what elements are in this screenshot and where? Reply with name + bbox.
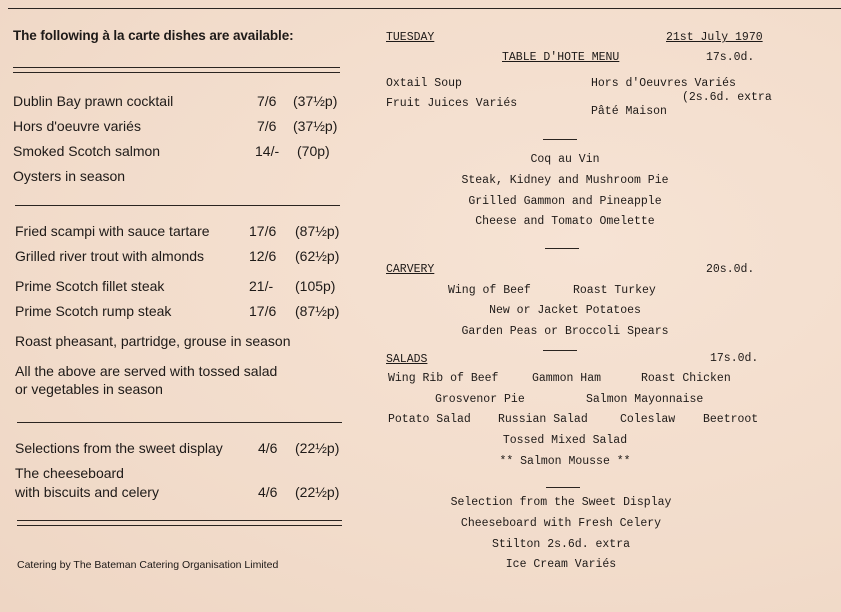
cheese-line2: with biscuits and celery [15, 484, 159, 500]
main-course: Cheese and Tomato Omelette [475, 215, 655, 228]
divider [15, 205, 340, 206]
dish-price-decimal: (87½p) [295, 223, 340, 239]
menu-price: 17s.0d. [706, 51, 755, 64]
carvery-meat: Roast Turkey [573, 284, 656, 297]
dish-price-decimal: (70p) [297, 143, 330, 159]
main-course: Steak, Kidney and Mushroom Pie [461, 174, 669, 187]
divider-double [13, 67, 340, 73]
dessert-item: Cheeseboard with Fresh Celery [460, 517, 662, 530]
dish-name: Prime Scotch fillet steak [15, 278, 165, 294]
dish-price: 17/6 [249, 223, 277, 239]
starter-extra: (2s.6d. extra [682, 91, 772, 104]
dish-price-decimal: (105p) [295, 278, 336, 294]
carvery-meat: Wing of Beef [448, 284, 531, 297]
salad-item: Beetroot [703, 413, 759, 426]
salads-price: 17s.0d. [710, 352, 759, 365]
dish-name: Grilled river trout with almonds [15, 248, 205, 264]
divider [543, 139, 577, 140]
dish-price: 4/6 [258, 484, 278, 500]
cheese-line1: The cheeseboard [15, 465, 124, 481]
day-label: TUESDAY [386, 31, 435, 44]
dish-price-decimal: (62½p) [295, 248, 340, 264]
dish-name: Hors d'oeuvre variés [13, 118, 141, 134]
a-la-carte-column [0, 0, 360, 612]
dish-price-decimal: (37½p) [293, 93, 338, 109]
starter: Oxtail Soup [386, 77, 462, 90]
salad-item: Salmon Mayonnaise [586, 393, 704, 406]
divider-double [17, 520, 342, 526]
dish-name: Dublin Bay prawn cocktail [13, 93, 174, 109]
main-course: Grilled Gammon and Pineapple [468, 195, 662, 208]
divider [545, 248, 579, 249]
dish-price-decimal: (22½p) [295, 440, 340, 456]
game-note: Roast pheasant, partridge, grouse in season [15, 333, 291, 349]
carvery-title: CARVERY [386, 263, 435, 276]
dish-price-decimal: (87½p) [295, 303, 340, 319]
salad-item: ** Salmon Mousse ** [499, 455, 631, 468]
salad-item: Coleslaw [620, 413, 676, 426]
divider [546, 487, 580, 488]
dish-name: Fried scampi with sauce tartare [15, 223, 210, 239]
carvery-item: Garden Peas or Broccoli Spears [461, 325, 669, 338]
divider [17, 422, 342, 423]
salad-item: Roast Chicken [641, 372, 731, 385]
table-dhote-column [380, 0, 841, 612]
salad-item: Gammon Ham [532, 372, 602, 385]
dish-price-decimal: (37½p) [293, 118, 338, 134]
salad-item: Grosvenor Pie [435, 393, 525, 406]
dessert-item: Selection from the Sweet Display [450, 496, 672, 509]
salad-item: Potato Salad [388, 413, 471, 426]
dish-price-decimal: (22½p) [295, 484, 340, 500]
dish-name: Smoked Scotch salmon [13, 143, 161, 159]
divider [543, 350, 577, 351]
dish-price: 4/6 [258, 440, 278, 456]
dish-price: 21/- [249, 278, 274, 294]
carvery-price: 20s.0d. [706, 263, 755, 276]
dish-price: 17/6 [249, 303, 277, 319]
salad-item: Russian Salad [498, 413, 588, 426]
main-course: Coq au Vin [530, 153, 600, 166]
salad-item: Tossed Mixed Salad [502, 434, 628, 447]
a-la-carte-heading: The following à la carte dishes are available: [13, 28, 294, 43]
dessert-item: Stilton 2s.6d. extra [491, 538, 631, 551]
served-note-line1: All the above are served with tossed salad [15, 363, 278, 379]
dish-price: 7/6 [257, 118, 277, 134]
served-note-line2: or vegetables in season [15, 381, 163, 397]
dish-name: Prime Scotch rump steak [15, 303, 172, 319]
starter: Fruit Juices Variés [386, 97, 518, 110]
dish-price: 14/- [255, 143, 280, 159]
starter: Hors d'Oeuvres Variés [591, 77, 736, 90]
dessert-item: Ice Cream Variés [505, 558, 617, 571]
dish-price: 7/6 [257, 93, 277, 109]
carvery-item: New or Jacket Potatoes [489, 304, 641, 317]
salad-item: Wing Rib of Beef [388, 372, 499, 385]
dish-name: Oysters in season [13, 168, 126, 184]
footer-credit: Catering by The Bateman Catering Organisation Limited [17, 559, 279, 571]
salads-title: SALADS [386, 353, 428, 366]
menu-title: TABLE D'HOTE MENU [502, 51, 620, 64]
dish-price: 12/6 [249, 248, 277, 264]
starter: Pâté Maison [591, 105, 667, 118]
dish-name: Selections from the sweet display [15, 440, 223, 456]
date-label: 21st July 1970 [666, 31, 763, 44]
